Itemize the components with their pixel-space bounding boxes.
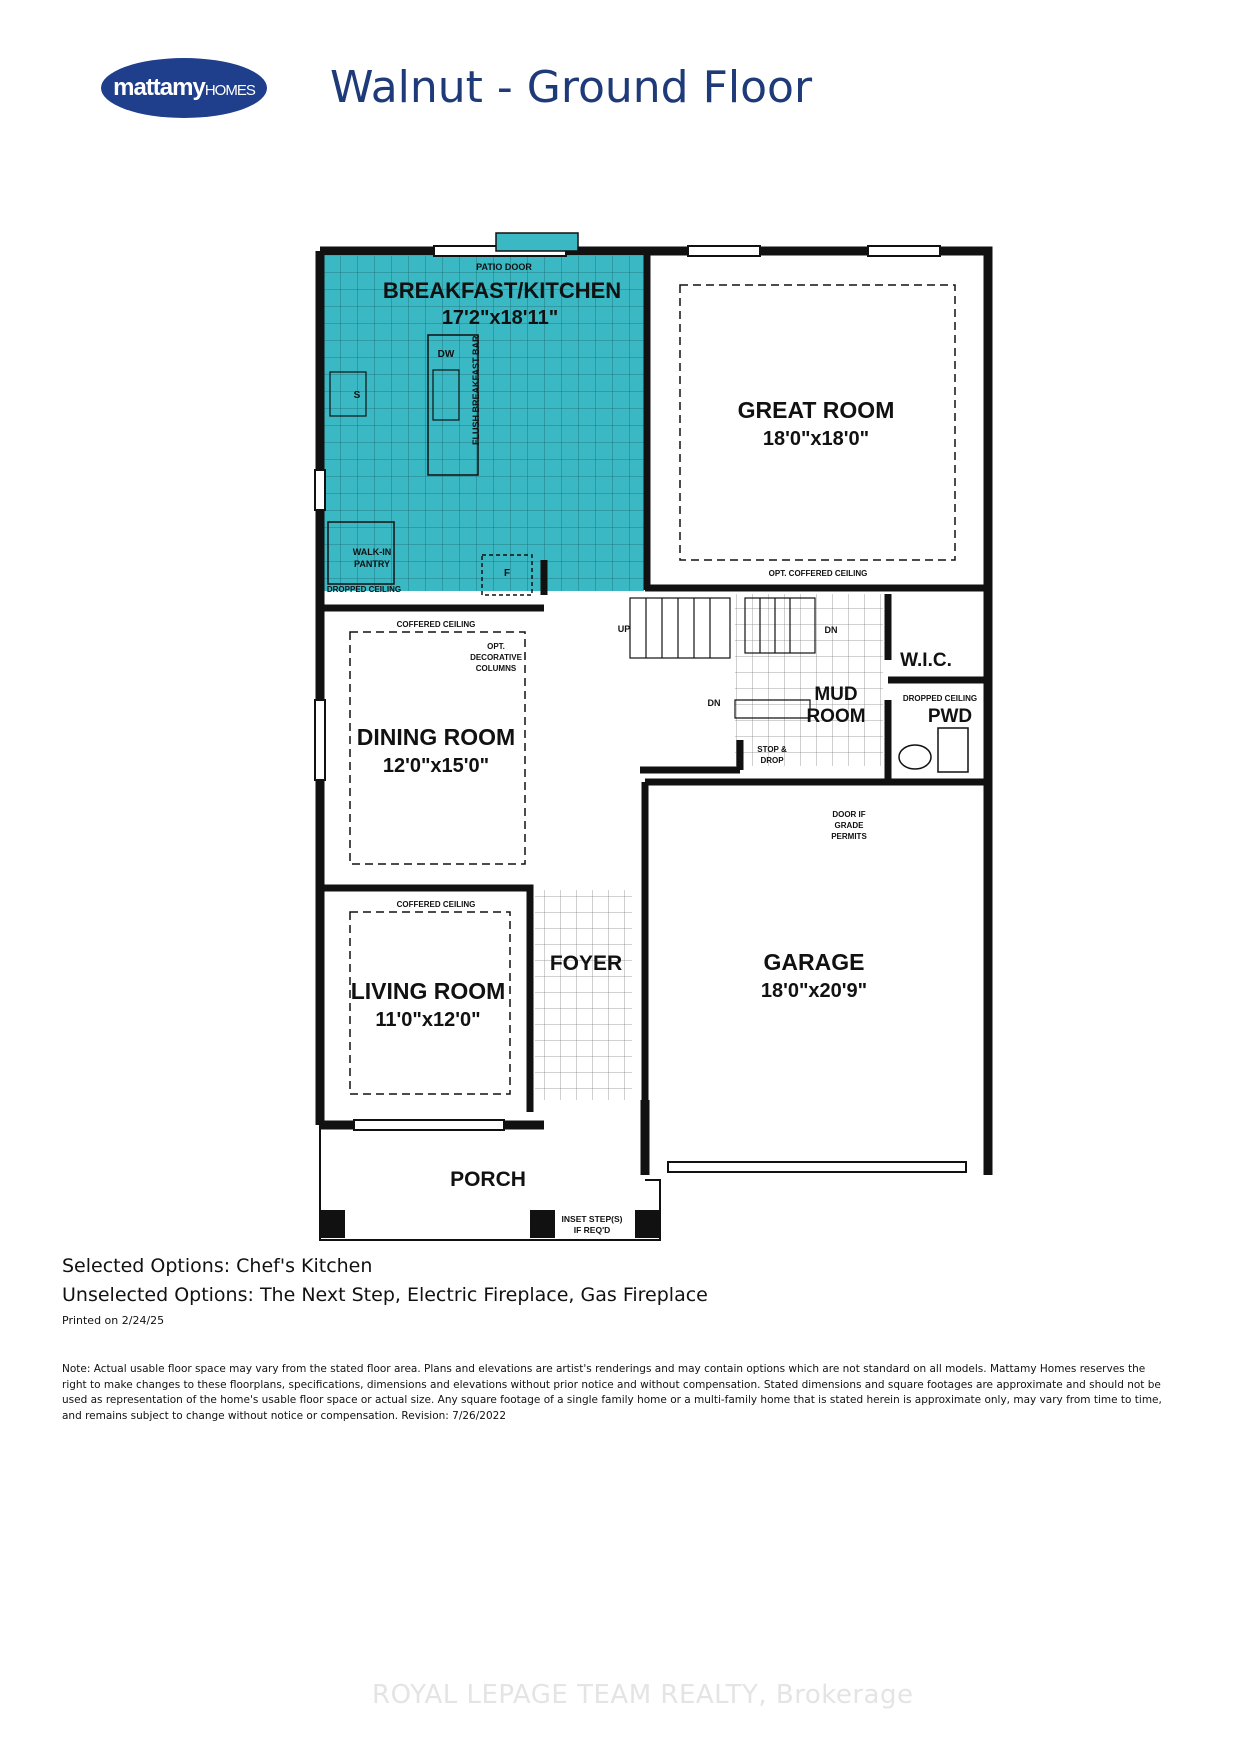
dining-name: DINING ROOM (356, 724, 516, 750)
dw-label: DW (437, 349, 455, 360)
dn-mud-label: DN (707, 698, 721, 708)
porch-column (635, 1210, 660, 1238)
foyer-name: FOYER (549, 952, 623, 975)
disclaimer-note: Note: Actual usable floor space may vary from the stated floor area. Plans and elevations are artist's renderings and may contain options which are not standard on all models. Mattamy Homes reserves the right to make changes to these floorplans, specifications, dimensions and elevations without prior notice and without compensation. Stated dimensions and square footages are approximate and should not be used as representation of the home's usable floor space or actual size. Any square footage of a single family home or a multi-family home that is stated herein is approximate only, may vary from time to time, and remains subject to change without notice or compensation. Revision: 7/26/2022 (62, 1363, 1162, 1422)
unselected-options: Unselected Options: The Next Step, Electric Fireplace, Gas Fireplace (62, 1284, 708, 1306)
inset-label-1: INSET STEP(S) (561, 1214, 623, 1224)
door-label-1: DOOR IF (832, 810, 866, 819)
dn-stair-label: DN (824, 625, 838, 635)
flush-bar-label: FLUSH BREAKFAST BAR (471, 335, 481, 445)
logo-text-bold: mattamy (113, 74, 205, 101)
columns-label-1: OPT. (487, 642, 505, 651)
coffered-living-label: COFFERED CEILING (396, 900, 476, 909)
foyer-floor (535, 890, 632, 1100)
porch-name: PORCH (450, 1168, 526, 1191)
selected-options: Selected Options: Chef's Kitchen (62, 1255, 373, 1277)
sink-label: S (353, 390, 361, 401)
coffered-dining-label: COFFERED CEILING (396, 620, 476, 629)
door-label-2: GRADE (834, 821, 864, 830)
pwd-name: PWD (927, 706, 973, 727)
kitchen-name: BREAKFAST/KITCHEN (382, 278, 622, 303)
great-room-size: 18'0"x18'0" (762, 428, 870, 450)
opt-coffered-label: OPT. COFFERED CEILING (768, 569, 868, 578)
wic-name: W.I.C. (900, 650, 952, 671)
patio-door (496, 233, 578, 251)
garage-name: GARAGE (763, 949, 865, 975)
watermark: ROYAL LEPAGE TEAM REALTY, Brokerage (372, 1680, 914, 1710)
options-block (62, 1252, 708, 1310)
pantry-label-1: WALK-IN (352, 547, 392, 557)
mud-room-line1: MUD (814, 684, 858, 705)
logo-text-light: HOMES (204, 82, 255, 99)
great-room-name: GREAT ROOM (737, 397, 895, 423)
stop-label-2: DROP (760, 756, 784, 765)
page-title: Walnut - Ground Floor (330, 62, 813, 113)
columns-label-3: COLUMNS (475, 664, 517, 673)
patio-door-label: PATIO DOOR (476, 262, 532, 272)
printed-date: Printed on 2/24/25 (62, 1314, 165, 1327)
vanity (938, 728, 968, 772)
stop-label-1: STOP & (757, 745, 787, 754)
columns-label-2: DECORATIVE (470, 653, 522, 662)
living-name: LIVING ROOM (350, 978, 506, 1004)
dining-size: 12'0"x15'0" (382, 755, 490, 777)
mud-room-line2: ROOM (806, 706, 866, 727)
up-label: UP (617, 624, 631, 634)
door-label-3: PERMITS (831, 832, 867, 841)
toilet (899, 745, 931, 769)
dropped-ceiling-label: DROPPED CEILING (326, 585, 402, 594)
mud-room-floor (735, 594, 883, 766)
living-size: 11'0"x12'0" (375, 1009, 481, 1031)
garage-door (668, 1162, 966, 1172)
dropped-ceiling-pwd-label: DROPPED CEILING (902, 694, 978, 703)
porch-column (530, 1210, 555, 1238)
porch-column (320, 1210, 345, 1238)
inset-label-2: IF REQ'D (573, 1225, 611, 1235)
pantry-label-2: PANTRY (354, 559, 390, 569)
kitchen-size: 17'2"x18'11" (441, 307, 559, 329)
garage-size: 18'0"x20'9" (760, 980, 868, 1002)
fridge-label: F (503, 568, 511, 579)
